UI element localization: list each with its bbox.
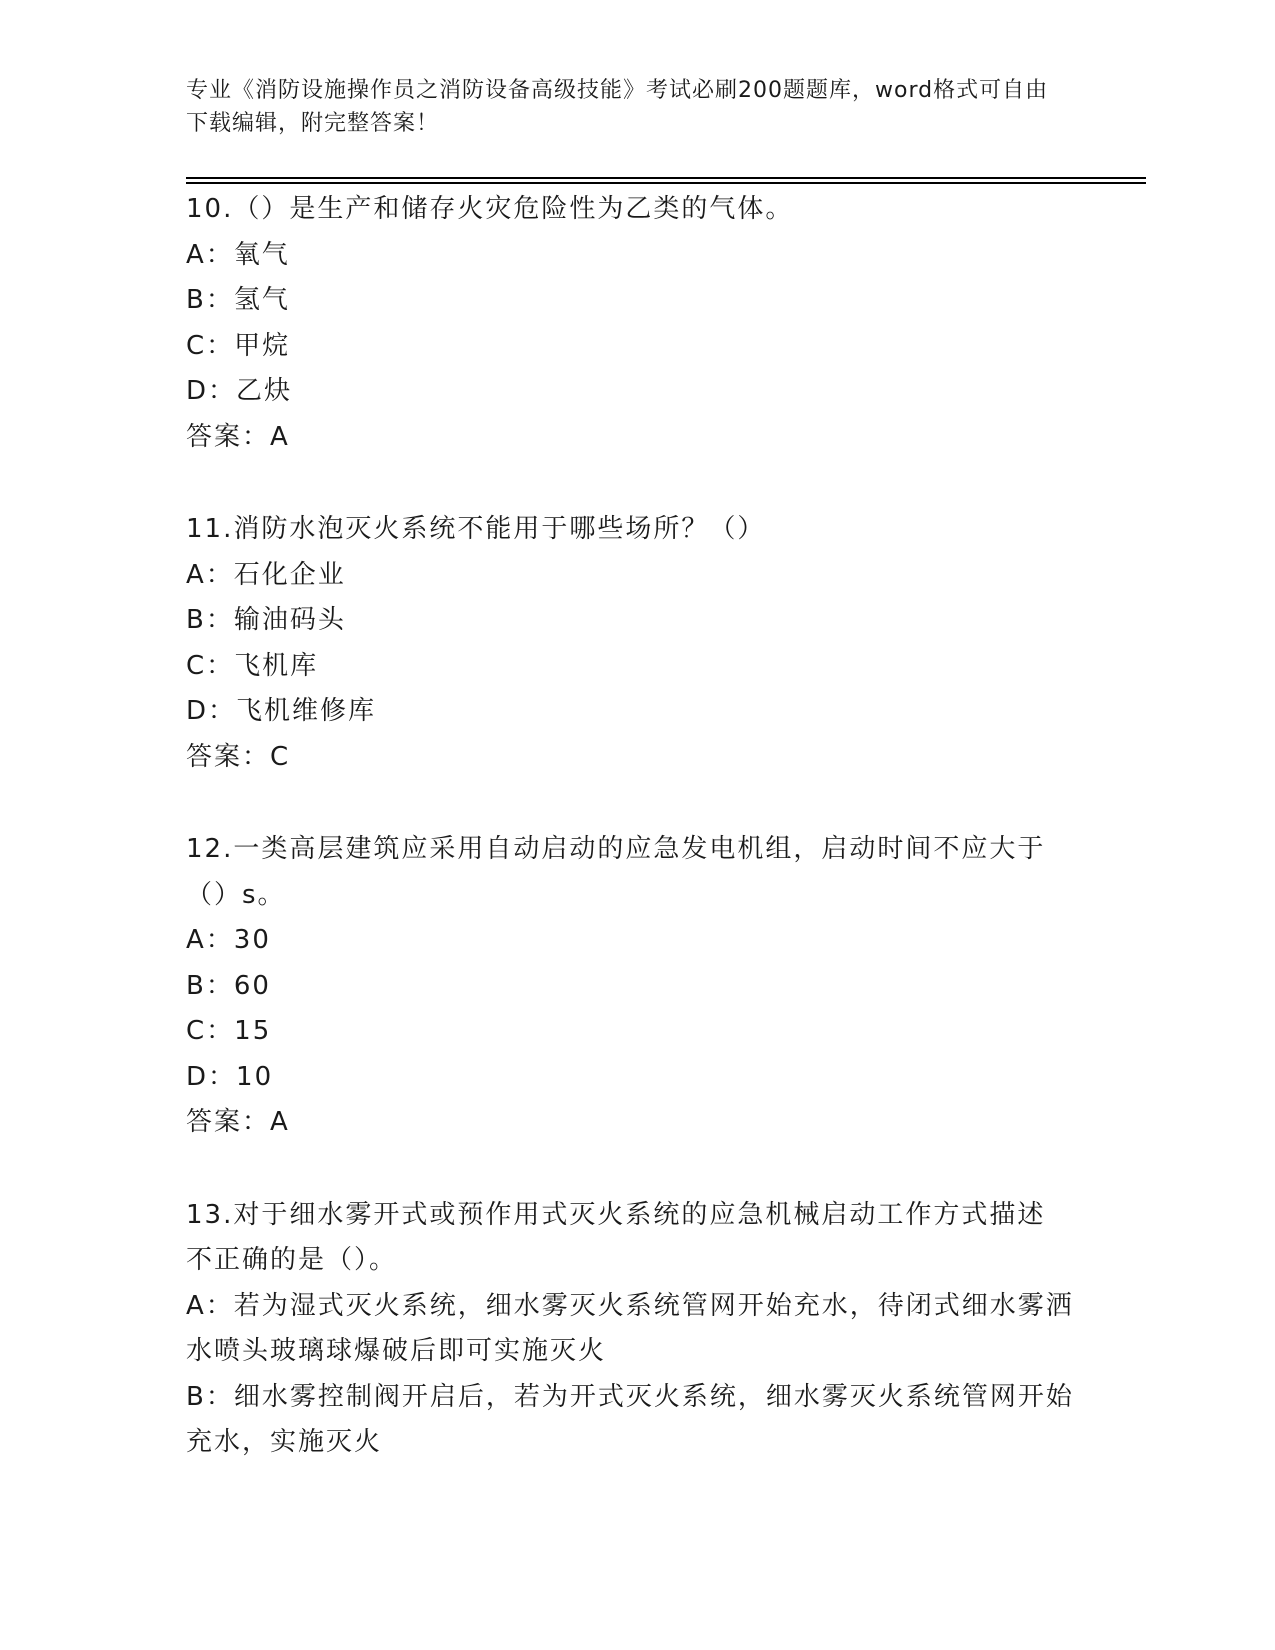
option-b: B：氢气 — [186, 285, 290, 315]
header-divider-bottom — [186, 182, 1146, 184]
option-a: A：氧气 — [186, 239, 290, 270]
question-stem: 13.对于细水雾开式或预作用式灭火系统的应急机械启动工作方式描述不正确的是（）。 — [186, 1199, 1046, 1275]
answer-label: 答案：C — [186, 741, 291, 772]
answer-label: 答案：A — [186, 421, 290, 452]
question-13 — [186, 1193, 1086, 1466]
option-b: B：输油码头 — [186, 605, 346, 635]
option-a: A：30 — [186, 925, 271, 955]
option-b: B：细水雾控制阀开启后，若为开式灭火系统，细水雾灭火系统管网开始充水，实施灭火 — [186, 1381, 1074, 1457]
answer-label: 答案：A — [186, 1107, 290, 1137]
header-title: 专业《消防设施操作员之消防设备高级技能》考试必刷200题题库，word格式可自由下载编辑，附完整答案！ — [186, 78, 1049, 136]
document-header — [186, 74, 1066, 140]
option-d: D：飞机维修库 — [186, 696, 377, 726]
option-c: C：飞机库 — [186, 650, 319, 681]
question-stem: 12.一类高层建筑应采用自动启动的应急发电机组，启动时间不应大于（）s。 — [186, 834, 1046, 910]
option-b: B：60 — [186, 970, 271, 1001]
question-list — [186, 187, 1086, 1466]
question-12 — [186, 827, 1086, 1146]
question-stem: 10.（）是生产和储存火灾危险性为乙类的气体。 — [186, 194, 794, 224]
option-d: D：乙炔 — [186, 376, 293, 406]
header-divider-top — [186, 177, 1146, 179]
option-d: D：10 — [186, 1061, 274, 1092]
option-a: A：若为湿式灭火系统，细水雾灭火系统管网开始充水，待闭式细水雾洒水喷头玻璃球爆破后即可实施灭火 — [186, 1290, 1074, 1366]
question-10 — [186, 187, 1086, 460]
option-a: A：石化企业 — [186, 559, 346, 590]
option-c: C：甲烷 — [186, 330, 291, 361]
option-c: C：15 — [186, 1016, 272, 1046]
question-11 — [186, 507, 1086, 780]
question-stem: 11.消防水泡灭火系统不能用于哪些场所？（） — [186, 514, 766, 544]
